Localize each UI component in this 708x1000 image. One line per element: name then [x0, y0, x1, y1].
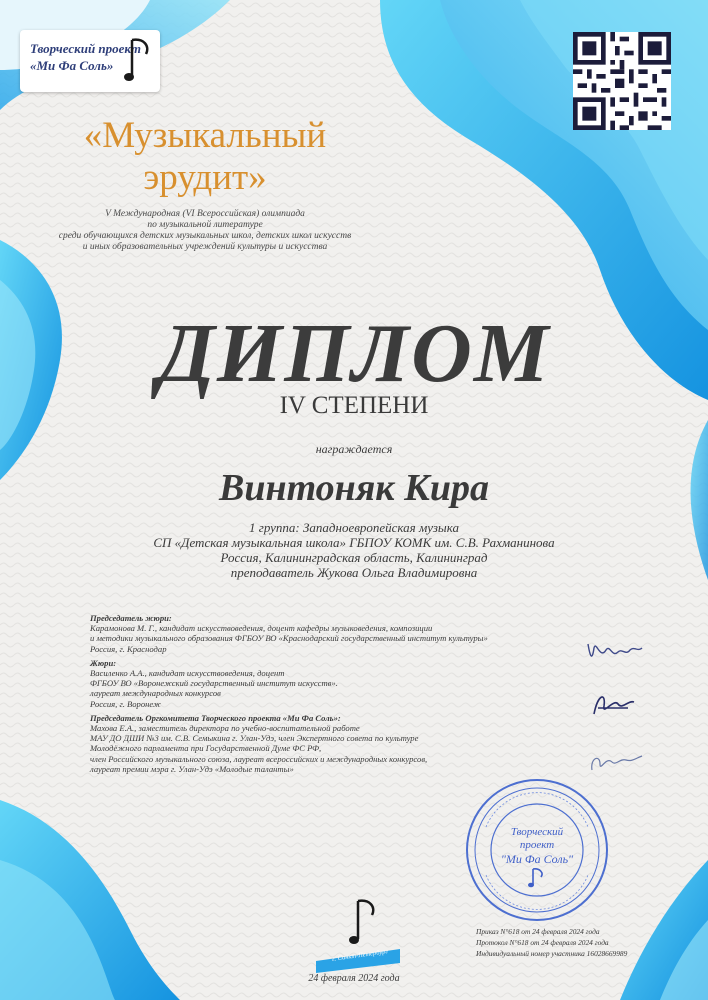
jury-line: Василенко А.А., кандидат искусствоведения, доцент: [90, 668, 285, 679]
org-chair-line: член Российского музыкального союза, лауреат всероссийских и международных конкурсов,: [90, 753, 428, 764]
recipient-details: [100, 520, 608, 580]
olympiad-subtitle: [30, 209, 380, 253]
details-line: преподаватель Жукова Ольга Владимировна: [230, 565, 478, 580]
order-number: Приказ N°618 от 24 февраля 2024 года: [476, 927, 600, 936]
protocol-number: Протокол N°618 от 24 февраля 2024 года: [476, 938, 609, 947]
subtitle-line: и иных образовательных учреждений культуры и искусства: [82, 242, 328, 252]
stamp-text-3: "Ми Фа Соль": [500, 852, 574, 866]
org-chair-heading: Председатель Оргкомитета Творческого проекта «Ми Фа Соль»:: [90, 712, 341, 723]
olympiad-title-line-2: эрудит»: [143, 157, 267, 198]
jury-line: Россия, г. Воронеж: [90, 698, 161, 709]
stamp-note-icon: [533, 869, 542, 885]
jury-section: [90, 613, 610, 778]
subtitle-line: V Международная (VI Всероссийская) олимпиада: [105, 209, 305, 219]
org-chair: [90, 713, 610, 774]
music-note-icon: [124, 36, 152, 86]
details-line: 1 группа: Западноевропейская музыка: [249, 520, 459, 535]
brand-line-1: Творческий проект: [30, 41, 141, 56]
brand-line-2: «Ми Фа Соль»: [30, 58, 114, 73]
jury-signature: [588, 688, 638, 722]
jury-line: лауреат международных конкурсов: [90, 688, 221, 699]
diploma-degree: IV СТЕПЕНИ: [279, 392, 429, 419]
org-chair-line: Молодёжного парламента при Государственной Думе ФС РФ,: [90, 743, 322, 754]
city-seal: [308, 895, 408, 978]
stamp-text-1: Творческий: [510, 826, 564, 838]
subtitle-line: по музыкальной литературе: [147, 220, 263, 230]
details-line: Россия, Калининградская область, Калининград: [220, 550, 488, 565]
jury-chair-signature: [584, 636, 644, 668]
olympiad-title: [60, 115, 350, 199]
diploma-title: ДИПЛОМ: [157, 307, 551, 400]
org-chair-line: лауреат премии мэра г. Улан-Удэ «Молодые таланты»: [90, 763, 294, 774]
city-ribbon-text: г. Санкт-Петербург: [331, 948, 389, 963]
jury-chair-line: Россия, г. Краснодар: [90, 643, 167, 654]
details-line: СП «Детская музыкальная школа» ГБПОУ КОМК им. С.В. Рахманинова: [153, 535, 555, 550]
olympiad-title-line-1: «Музыкальный: [83, 115, 327, 156]
jury-chair-line: Карамонова М. Г., кандидат искусствоведения, доцент кафедры музыковедения, композиции: [90, 623, 433, 634]
issue-date: 24 февраля 2024 года: [308, 973, 400, 984]
recipient-name: Винтоняк Кира: [219, 467, 489, 509]
jury-line: ФГБОУ ВО «Воронежский государственный институт искусств».: [90, 678, 338, 689]
awarded-label: награждается: [315, 442, 393, 456]
org-chair-line: Махова Е.А., заместитель директора по учебно-воспитательной работе: [90, 723, 360, 734]
subtitle-line: среди обучающихся детских музыкальных школ, детских школ искусств: [58, 231, 352, 241]
qr-code[interactable]: [573, 32, 671, 130]
stamp-text-2: проект: [519, 839, 555, 851]
jury-chair: [90, 613, 610, 654]
document-meta: [476, 926, 627, 959]
participant-number: Индивидуальный номер участника 16028669989: [476, 949, 628, 958]
brand-logo: [20, 30, 160, 92]
jury-chair-heading: Председатель жюри:: [90, 613, 172, 623]
org-chair-line: МАУ ДО ДШИ №3 им. С.В. Семыкина г. Улан-Удэ, член Экспертного совета по культуре: [90, 733, 419, 744]
organization-stamp: [462, 775, 612, 925]
jury-chair-line: и методики музыкального образования ФГБОУ ВО «Краснодарский государственный институт культуры»: [90, 633, 488, 644]
jury-member: [90, 658, 610, 709]
jury-heading: Жюри:: [90, 657, 117, 668]
org-chair-signature: [586, 748, 644, 778]
